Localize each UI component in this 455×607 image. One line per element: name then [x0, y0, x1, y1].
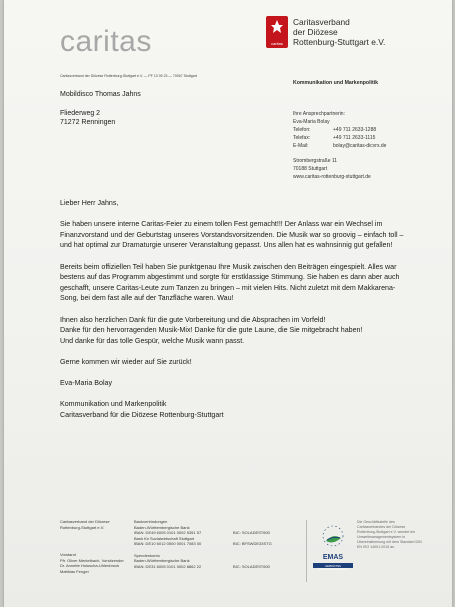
- bank-name: Baden-Württembergische Bank: [134, 558, 190, 564]
- letter-page: [4, 0, 452, 607]
- bank-iban: IBAN: DE31 6005 0101 0002 8862 22: [134, 563, 202, 569]
- sender-return-address: Caritasverband der Diözese Rottenburg-Stuttgart e.V. — PF 13 09 23 — 70067 Stuttgart: [60, 74, 197, 78]
- emas-stars-icon: [318, 521, 348, 553]
- board-member: Dr. Annette Holuscha-Uhlenbrock: [60, 563, 120, 569]
- email-address: bolay@caritas-dicvrs.de: [333, 143, 387, 149]
- signer-department: Kommunikation und Markenpolitik: [60, 400, 167, 409]
- phone-label: Telefon:: [293, 127, 311, 133]
- thanks-line-2: Danke für den hervorragenden Musik-Mix! Danke für die gute Laune, die Sie mitgebracht haben!: [60, 326, 363, 335]
- emas-logo: [313, 521, 353, 579]
- footer-divider: [306, 520, 307, 582]
- website: www.caritas-rottenburg-stuttgart.de: [293, 174, 371, 180]
- emas-label: EMAS: [322, 554, 344, 561]
- thanks-line-1: Ihnen also herzlichen Dank für die gute Vorbereitung und die Absprachen im Vorfeld!: [60, 315, 326, 324]
- email-label: E-Mail:: [293, 143, 309, 149]
- thanks-line-3: Und danke für das tolle Gespür, welche Musik wann passt.: [60, 336, 245, 345]
- bank-name: Baden-Württembergische Bank: [134, 524, 190, 530]
- contact-email-row: [293, 142, 386, 150]
- board-member: Matthias Fenger: [60, 568, 89, 574]
- bank-bic: BIC: BFSWDE33STG: [233, 541, 272, 547]
- footer-organization: [60, 519, 124, 575]
- salutation: Lieber Herr Jahns,: [60, 199, 119, 207]
- bank-iban: IBAN: DE10 6012 0500 0001 7083 00: [134, 541, 202, 547]
- phone-number: +49 711 2633-1288: [333, 127, 377, 133]
- address-street: Strombergstraße 11: [293, 158, 338, 164]
- org-name-line: Rottenburg-Stuttgart e.V.: [293, 37, 386, 47]
- contact-phone-row: [293, 126, 386, 134]
- letter-body: [60, 198, 406, 420]
- emas-statement: Die Geschäftsstelle des Caritasverbandes der Diözese Rottenburg-Stuttgart e.V. wendet ein Umweltmanagementsystem in Übereinstimmung mit dem Standard DIN EN ISO 14001:2015 an.: [357, 520, 422, 549]
- recipient-street: Fliederweg 2: [60, 109, 101, 117]
- contact-person: Eva-Maria Bolay: [293, 119, 330, 125]
- org-name-line: Caritasverband: [293, 17, 350, 27]
- bank-bic: BIC: SOLADEST600: [233, 563, 270, 569]
- bank-title: Bankverbindungen: [134, 519, 168, 524]
- recipient-name: Mobildisco Thomas Jahns: [60, 91, 141, 98]
- emas-sub-label: GEPRÜFTES UMWELTMANAGEMENT: [318, 565, 348, 571]
- address-city: 70188 Stuttgart: [293, 166, 328, 172]
- contact-intro: Ihre Ansprechpartnerin:: [293, 111, 345, 117]
- organization-name: [293, 17, 385, 47]
- fax-number: +49 711 2633-1115: [333, 135, 376, 141]
- contact-fax-row: [293, 134, 386, 142]
- recipient-city: 71272 Renningen: [60, 119, 116, 126]
- board-member: Pfr. Oliver Merkelbach, Vorsitzender: [60, 557, 124, 563]
- caritas-wordmark: caritas: [60, 25, 152, 58]
- recipient-address: [60, 90, 141, 128]
- bank-iban: IBAN: DE49 6005 0101 0002 5351 57: [134, 530, 202, 536]
- signer-name: Eva-Maria Bolay: [60, 379, 113, 388]
- paragraph-1: Sie haben unsere interne Caritas-Feier zu einem tollen Fest gemacht!!! Der Anlass war ein Wechsel im Finanzvorstand und der Geburtstag unseres Vorstandsvorsitzenden. Die Musik war so groovig – einfach toll – und hat optimal zur Dramaturgie unserer Veranstaltung gepasst. Uns allen hat es wahnsinnig gut gefallen!: [60, 220, 404, 250]
- footer-org-line: Rottenburg-Stuttgart e.V.: [60, 524, 105, 530]
- closing-line: Gerne kommen wir wieder auf Sie zurück!: [60, 357, 192, 366]
- caritas-logo-icon: [266, 16, 288, 48]
- donation-title: Spendenkonto: [134, 552, 160, 558]
- logo-mark-text: caritas: [271, 41, 283, 46]
- bank-bic: BIC: SOLADEST600: [233, 530, 270, 536]
- footer-org-line: Caritasverband der Diözese: [60, 519, 110, 524]
- board-title: Vorstand: [60, 552, 76, 558]
- footer-banks: [134, 519, 230, 569]
- department-title: Kommunikation und Markenpolitik: [293, 80, 379, 86]
- bank-name: Bank für Sozialwirtschaft Stuttgart: [134, 535, 195, 541]
- fax-label: Telefax:: [293, 135, 311, 141]
- paragraph-2: Bereits beim offiziellen Teil haben Sie punktgenau Ihre Musik zwischen den Beiträgen eingespielt. Alles war bestens auf das Programm abgestimmt und sorgte für erstklassige Stimmung. Sie haben es dann aber auch geschafft, unsere Caritas-Leute zum Tanzen zu bringen – mit vielen Hits. Nicht zuletzt mit dem Makkarena-Song, bei dem fast alle auf der Tanzfläche waren. Wau!: [60, 262, 400, 303]
- contact-block: [293, 110, 386, 181]
- org-name-line: der Diözese: [293, 27, 338, 37]
- signer-organization: Caritasverband für die Diözese Rottenburg-Stuttgart: [60, 410, 224, 419]
- footer-bic-column: [233, 519, 297, 569]
